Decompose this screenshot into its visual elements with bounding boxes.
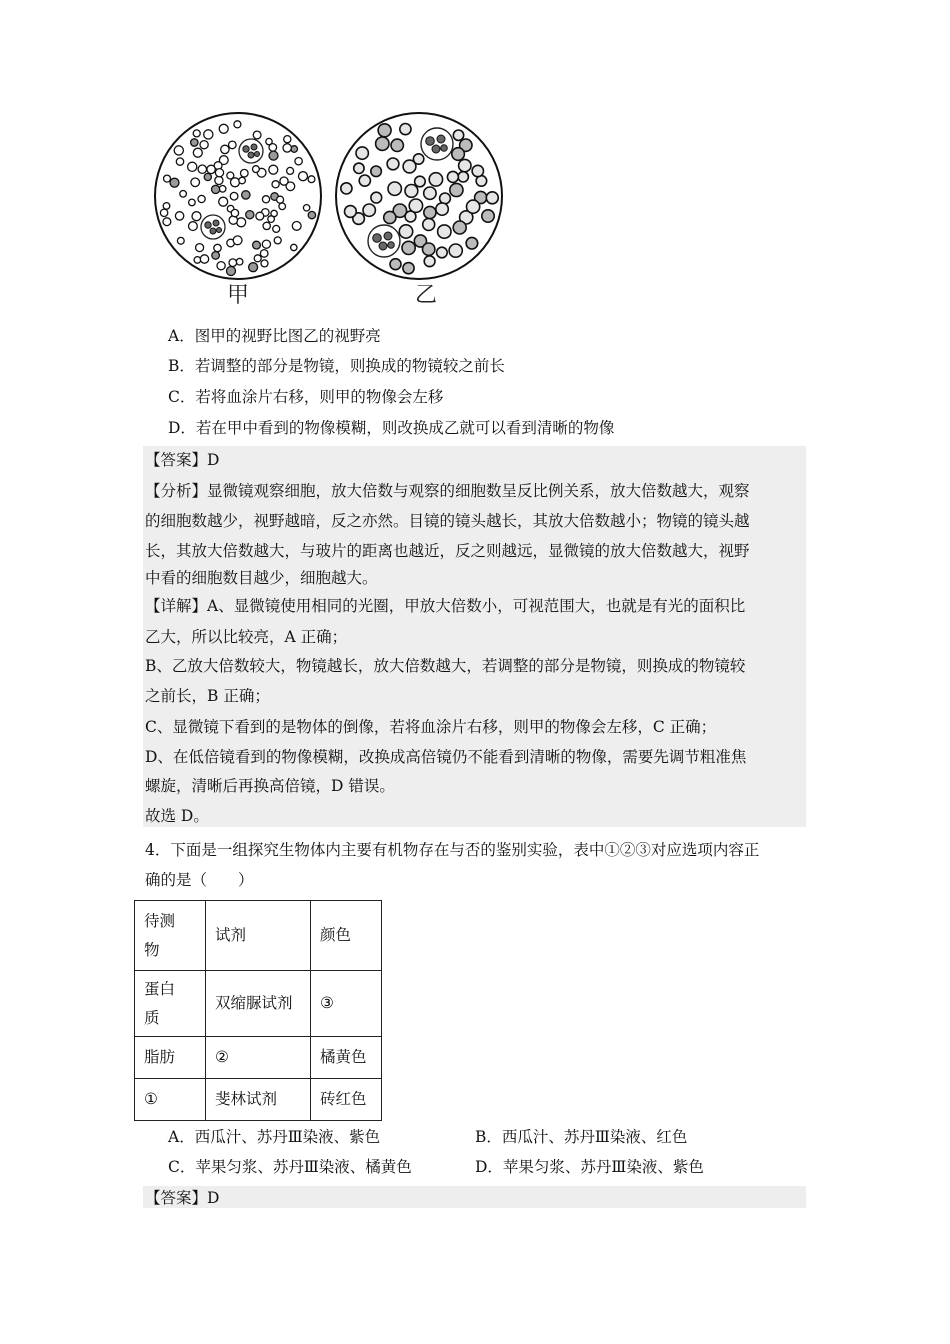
- red-blood-cell: [233, 236, 242, 245]
- red-blood-cell: [287, 167, 294, 174]
- red-blood-cell: [438, 225, 451, 238]
- q3-analysis-line: 的细胞数越少，视野越暗，反之亦然。目镜的镜头越长，其放大倍数越小；物镜的镜头越: [145, 512, 750, 530]
- red-blood-cell: [429, 173, 442, 186]
- red-blood-cell: [378, 124, 391, 137]
- red-blood-cell: [249, 263, 258, 272]
- red-blood-cell: [424, 256, 435, 267]
- q3-detail-line: 螺旋，清晰后再换高倍镜，D 错误。: [145, 777, 395, 795]
- red-blood-cell: [177, 237, 184, 244]
- red-blood-cell: [452, 148, 465, 161]
- red-blood-cell: [212, 252, 220, 260]
- red-blood-cell: [207, 165, 215, 173]
- red-blood-cell: [175, 212, 183, 220]
- cell-text: ②: [215, 1048, 229, 1066]
- wbc-yi-2: [368, 225, 400, 257]
- red-blood-cell: [170, 178, 179, 187]
- red-blood-cell: [436, 203, 448, 215]
- red-blood-cell: [400, 124, 411, 135]
- q4-answer-block: [143, 1186, 806, 1208]
- microscope-views-svg: [150, 110, 520, 315]
- red-blood-cell: [212, 185, 220, 193]
- red-blood-cell: [354, 163, 364, 173]
- red-blood-cell: [253, 166, 260, 173]
- red-blood-cell: [277, 196, 284, 203]
- q3-option-a: A．图甲的视野比图乙的视野亮: [168, 327, 381, 345]
- table-row: [135, 1079, 382, 1121]
- wbc-jia-1: [239, 139, 263, 163]
- table-cell: [311, 971, 382, 1037]
- red-blood-cell: [176, 158, 183, 165]
- red-blood-cell: [214, 244, 221, 251]
- red-blood-cell: [292, 222, 301, 231]
- red-blood-cell: [221, 145, 229, 153]
- cell-text: 砖红色: [320, 1090, 367, 1108]
- cell-text: 斐林试剂: [215, 1090, 278, 1108]
- q4-answer: 【答案】D: [145, 1189, 220, 1207]
- red-blood-cell: [254, 255, 261, 262]
- q3-detail-line: C、显微镜下看到的是物体的倒像，若将血涂片右移，则甲的物像会左移，C 正确；: [145, 718, 717, 736]
- q3-option-c: C．若将血涂片右移，则甲的物像会左移: [168, 388, 444, 406]
- red-blood-cell: [376, 137, 389, 150]
- red-blood-cell: [413, 154, 423, 164]
- red-blood-cell: [262, 196, 269, 203]
- red-blood-cell: [189, 222, 198, 231]
- red-blood-cell: [482, 210, 494, 222]
- red-blood-cell: [204, 130, 213, 139]
- q3-detail-line: 故选 D。: [145, 807, 209, 825]
- q3-analysis-line: 长，其放大倍数越大，与玻片的距离也越近，反之则越远，显微镜的放大倍数越大，视野: [145, 542, 750, 560]
- cell-text: 橘黄色: [320, 1048, 367, 1066]
- header-text: 颜色: [320, 926, 352, 944]
- red-blood-cell: [229, 141, 237, 149]
- red-blood-cell: [472, 165, 483, 176]
- red-blood-cell: [280, 177, 288, 185]
- q4-stem-line: 4．下面是一组探究生物体内主要有机物存在与否的鉴别实验，表中①②③对应选项内容正: [145, 841, 760, 859]
- red-blood-cell: [486, 192, 498, 204]
- q4-option-a: A．西瓜汁、苏丹Ⅲ染液、紫色: [168, 1128, 381, 1146]
- red-blood-cell: [359, 175, 370, 186]
- red-blood-cell: [262, 240, 270, 248]
- red-blood-cell: [453, 130, 463, 140]
- red-blood-cell: [467, 200, 480, 213]
- red-blood-cell: [391, 139, 403, 151]
- q4-option-d: D．苹果匀浆、苏丹Ⅲ染液、紫色: [475, 1158, 704, 1176]
- red-blood-cell: [180, 191, 187, 198]
- red-blood-cell: [160, 209, 167, 216]
- red-blood-cell: [164, 175, 171, 182]
- table-cell: [206, 1079, 311, 1121]
- red-blood-cell: [384, 211, 396, 223]
- red-blood-cell: [274, 237, 281, 244]
- red-blood-cell: [198, 195, 205, 202]
- red-blood-cell: [449, 244, 462, 257]
- q4-option-b: B．西瓜汁、苏丹Ⅲ染液、红色: [475, 1128, 688, 1146]
- red-blood-cell: [308, 176, 315, 183]
- table-cell: [135, 971, 206, 1037]
- red-blood-cell: [215, 169, 223, 177]
- table-row: [135, 1037, 382, 1079]
- red-blood-cell: [219, 124, 228, 133]
- cell-text: ①: [144, 1090, 158, 1108]
- red-blood-cell: [371, 192, 382, 203]
- red-blood-cell: [246, 211, 254, 219]
- header-text: 待测 物: [144, 911, 176, 959]
- red-blood-cell: [269, 151, 278, 160]
- red-blood-cell: [371, 166, 382, 177]
- red-blood-cell: [189, 199, 196, 206]
- table-row: [135, 971, 382, 1037]
- red-blood-cell: [341, 183, 352, 194]
- red-blood-cell: [194, 257, 201, 264]
- red-blood-cell: [269, 165, 278, 174]
- red-blood-cell: [231, 209, 238, 216]
- table-header-cell: [206, 901, 311, 971]
- red-blood-cell: [198, 165, 206, 173]
- red-blood-cell: [295, 158, 302, 165]
- red-blood-cell: [447, 171, 458, 182]
- q4-table: [134, 900, 382, 1121]
- label-jia: 甲: [226, 283, 250, 308]
- q3-analysis-line: 【分析】显微镜观察细胞，放大倍数与观察的细胞数呈反比例关系，放大倍数越大，观察: [145, 482, 750, 500]
- red-blood-cell: [193, 148, 202, 157]
- wbc-jia-2: [201, 215, 225, 239]
- table-cell: [311, 1037, 382, 1079]
- q3-detail-line: D、在低倍镜看到的物像模糊，改换成高倍镜仍不能看到清晰的物像，需要先调节粗准焦: [145, 748, 747, 766]
- cell-text: 脂肪: [144, 1048, 176, 1066]
- red-blood-cell: [163, 218, 171, 226]
- q3-detail-line: 乙大，所以比较亮，A 正确；: [145, 628, 348, 646]
- red-blood-cell: [390, 259, 401, 270]
- red-blood-cell: [415, 176, 426, 187]
- wbc-yi-1: [421, 128, 453, 160]
- q3-detail-line: 【详解】A、显微镜使用相同的光圈，甲放大倍数小，可视范围大，也就是有光的面积比: [145, 597, 746, 615]
- red-blood-cell: [453, 221, 466, 234]
- red-blood-cell: [260, 250, 268, 258]
- red-blood-cell: [399, 225, 412, 238]
- red-blood-cell: [437, 247, 448, 258]
- cell-text: 蛋白 质: [144, 979, 176, 1027]
- q3-detail-line: 之前长，B 正确；: [145, 687, 270, 705]
- red-blood-cell: [284, 136, 291, 143]
- q3-answer: 【答案】D: [145, 451, 220, 469]
- microscope-figure: [150, 110, 520, 315]
- red-blood-cell: [231, 178, 240, 187]
- red-blood-cell: [266, 138, 272, 144]
- red-blood-cell: [204, 173, 211, 180]
- table-cell: [135, 1037, 206, 1079]
- red-blood-cell: [405, 211, 416, 222]
- q4-stem-line: 确的是（ ）: [145, 871, 254, 889]
- red-blood-cell: [217, 262, 225, 270]
- red-blood-cell: [193, 130, 200, 137]
- red-blood-cell: [466, 237, 478, 249]
- table-header-cell: [311, 901, 382, 971]
- red-blood-cell: [241, 169, 249, 177]
- red-blood-cell: [229, 259, 237, 267]
- label-yi: 乙: [414, 283, 438, 308]
- red-blood-cell: [227, 267, 236, 276]
- red-blood-cell: [174, 146, 183, 155]
- red-blood-cell: [239, 177, 246, 184]
- red-blood-cell: [215, 176, 223, 184]
- red-blood-cell: [356, 147, 368, 159]
- red-blood-cell: [458, 172, 468, 182]
- red-blood-cell: [291, 244, 297, 250]
- red-blood-cell: [405, 185, 418, 198]
- q3-option-d: D．若在甲中看到的物像模糊，则改换成乙就可以看到清晰的物像: [168, 419, 615, 437]
- red-blood-cell: [188, 162, 197, 171]
- red-blood-cell: [234, 121, 241, 128]
- red-blood-cell: [308, 211, 315, 218]
- red-blood-cell: [268, 216, 275, 223]
- red-blood-cell: [424, 187, 436, 199]
- table-header-row: [135, 901, 382, 971]
- table-cell: [311, 1079, 382, 1121]
- red-blood-cell: [403, 263, 414, 274]
- red-blood-cell: [263, 222, 270, 229]
- red-blood-cell: [363, 204, 375, 216]
- red-blood-cell: [200, 141, 208, 149]
- red-blood-cell: [388, 182, 401, 195]
- red-blood-cell: [423, 243, 435, 255]
- red-blood-cell: [253, 241, 261, 249]
- red-blood-cell: [196, 244, 204, 252]
- red-blood-cell: [272, 181, 279, 188]
- red-blood-cell: [261, 260, 268, 267]
- red-blood-cell: [253, 131, 261, 139]
- red-blood-cell: [192, 212, 201, 221]
- red-blood-cell: [303, 205, 309, 211]
- q4-option-c: C．苹果匀浆、苏丹Ⅲ染液、橘黄色: [168, 1158, 412, 1176]
- red-blood-cell: [230, 192, 238, 200]
- table-cell: [206, 1037, 311, 1079]
- q3-detail-line: B、乙放大倍数较大，物镜越长，放大倍数越大，若调整的部分是物镜，则换成的物镜较: [145, 657, 746, 675]
- red-blood-cell: [236, 258, 243, 265]
- cell-text: ③: [320, 994, 334, 1012]
- table-cell: [135, 1079, 206, 1121]
- red-blood-cell: [345, 206, 357, 218]
- red-blood-cell: [200, 255, 208, 263]
- q3-option-b: B．若调整的部分是物镜，则换成的物镜较之前长: [168, 357, 505, 375]
- red-blood-cell: [424, 206, 436, 218]
- red-blood-cell: [191, 178, 200, 187]
- cell-text: 双缩脲试剂: [215, 994, 293, 1012]
- red-blood-cell: [423, 218, 435, 230]
- red-blood-cell: [283, 144, 291, 152]
- q3-analysis-line: 中看的细胞数目越少，细胞越大。: [145, 569, 378, 587]
- table-cell: [206, 971, 311, 1037]
- red-blood-cell: [163, 203, 170, 210]
- red-blood-cell: [279, 203, 286, 210]
- red-blood-cell: [402, 241, 415, 254]
- red-blood-cell: [256, 212, 264, 220]
- red-blood-cell: [191, 139, 198, 146]
- red-blood-cell: [459, 159, 471, 171]
- red-blood-cell: [219, 197, 228, 206]
- red-blood-cell: [299, 172, 308, 181]
- red-blood-cell: [242, 191, 250, 199]
- red-blood-cell: [387, 158, 399, 170]
- red-blood-cell: [273, 225, 280, 232]
- red-blood-cell: [450, 183, 463, 196]
- header-text: 试剂: [215, 926, 247, 944]
- table-header-cell: [135, 901, 206, 971]
